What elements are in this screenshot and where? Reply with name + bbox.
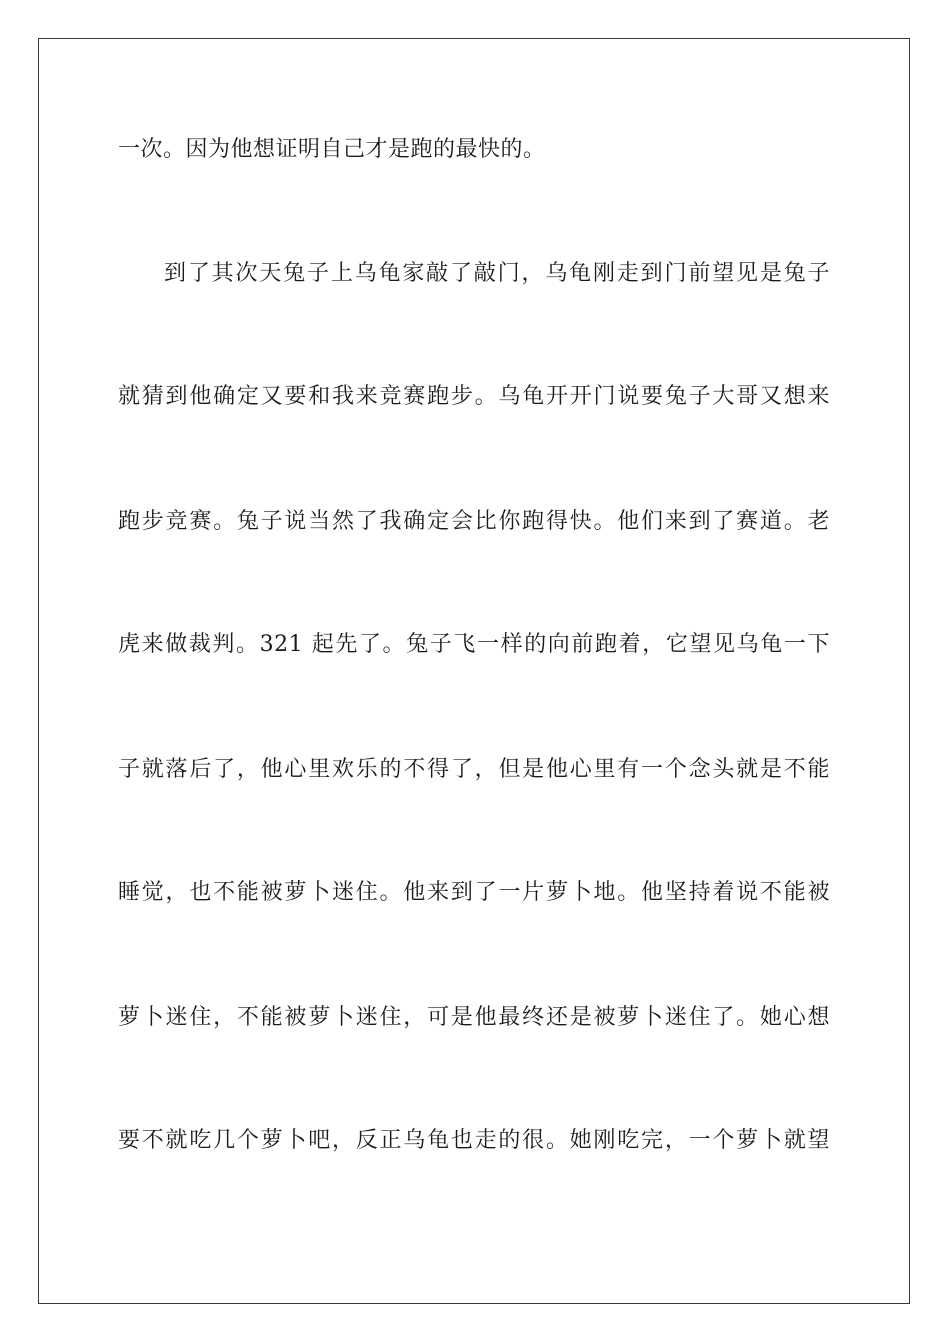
text-line-6: 子就落后了，他心里欢乐的不得了，但是他心里有一个念头就是不能 [118, 757, 830, 782]
text-line-5: 虎来做裁判。321 起先了。兔子飞一样的向前跑着，它望见乌龟一下 [118, 632, 830, 657]
text-line-4: 跑步竞赛。兔子说当然了我确定会比你跑得快。他们来到了赛道。老 [118, 509, 830, 534]
text-line-8: 萝卜迷住，不能被萝卜迷住，可是他最终还是被萝卜迷住了。她心想 [118, 1005, 830, 1030]
page-border [38, 38, 910, 1304]
text-line-1: 一次。因为他想证明自己才是跑的最快的。 [118, 137, 546, 162]
text-line-7: 睡觉，也不能被萝卜迷住。他来到了一片萝卜地。他坚持着说不能被 [118, 880, 830, 905]
text-line-2: 到了其次天兔子上乌龟家敲了敲门，乌龟刚走到门前望见是兔子 [164, 261, 830, 286]
text-line-3: 就猜到他确定又要和我来竞赛跑步。乌龟开开门说要兔子大哥又想来 [118, 384, 830, 409]
text-line-9: 要不就吃几个萝卜吧，反正乌龟也走的很。她刚吃完，一个萝卜就望 [118, 1128, 830, 1153]
